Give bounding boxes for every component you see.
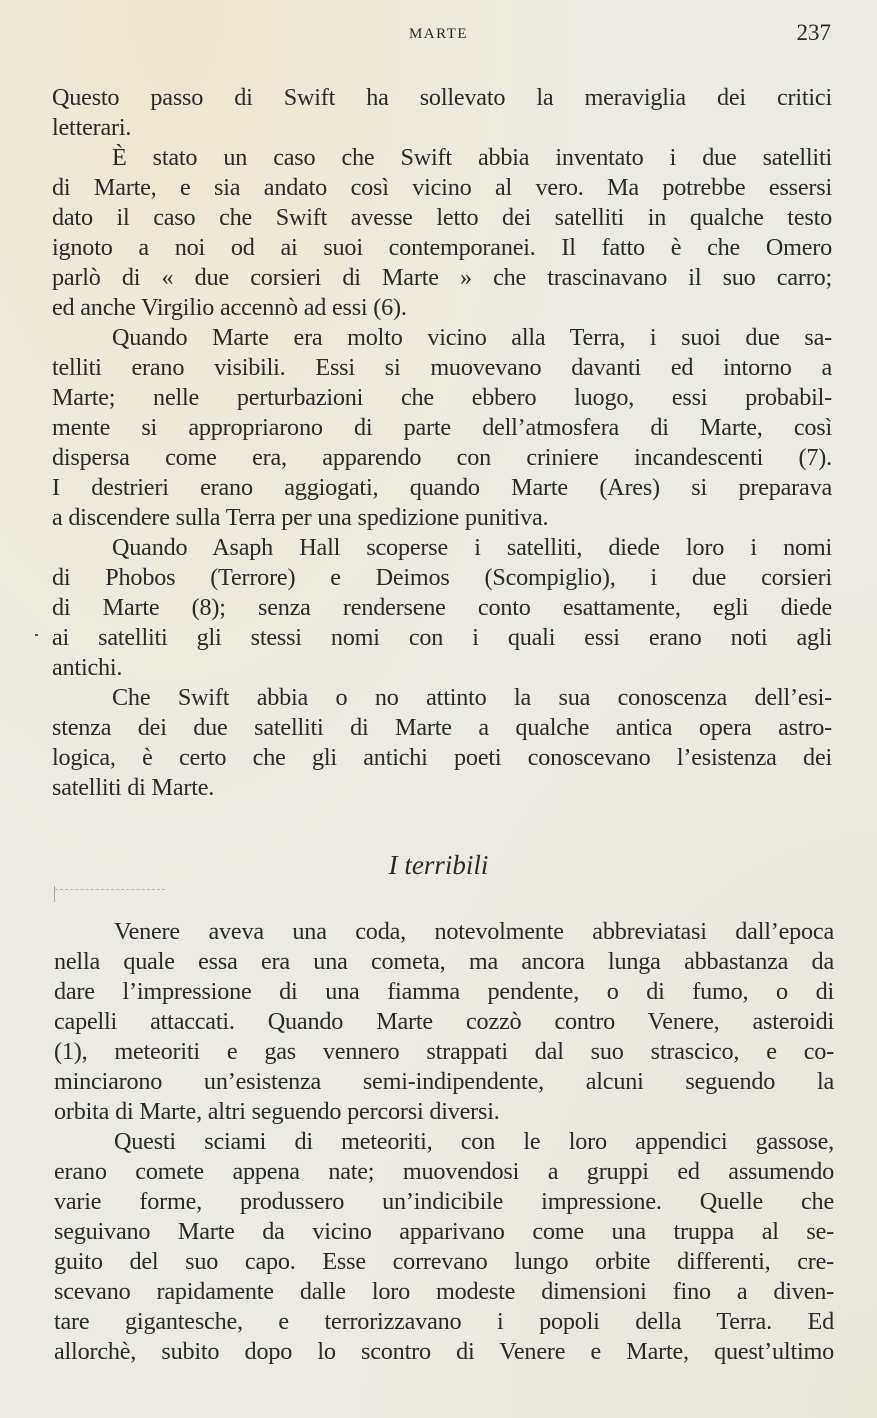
- section-marte-satelliti: [52, 83, 832, 803]
- text-line: dato il caso che Swift avesse letto dei satelliti in qualche testo: [52, 204, 832, 231]
- text-line: erano comete appena nate; muovendosi a gruppi ed assumendo: [54, 1158, 834, 1185]
- text-line: Questo passo di Swift ha sollevato la meraviglia dei critici: [52, 84, 832, 111]
- section-i-terribili: [54, 917, 834, 1367]
- text-line: a discendere sulla Terra per una spedizione punitiva.: [52, 504, 549, 531]
- text-line: ignoto a noi od ai suoi contemporanei. Il fatto è che Omero: [52, 234, 832, 261]
- page-number: 237: [796, 20, 831, 45]
- text-line: È stato un caso che Swift abbia inventato i due satelliti: [112, 144, 832, 171]
- text-line: Marte; nelle perturbazioni che ebbero luogo, essi probabil-: [52, 384, 832, 411]
- print-rule: [55, 889, 165, 890]
- text-line: antichi.: [52, 654, 123, 681]
- text-line: Quando Asaph Hall scoperse i satelliti, diede loro i nomi: [112, 534, 832, 561]
- text-line: Questi sciami di meteoriti, con le loro appendici gassose,: [114, 1128, 834, 1155]
- text-line: (1), meteoriti e gas vennero strappati dal suo strascico, e co-: [54, 1038, 834, 1065]
- text-line: minciarono un’esistenza semi-indipendente, alcuni seguendo la: [54, 1068, 834, 1095]
- text-line: seguivano Marte da vicino apparivano come una truppa al se-: [54, 1218, 834, 1245]
- text-line: tare gigantesche, e terrorizzavano i popoli della Terra. Ed: [54, 1308, 834, 1335]
- text-line: dare l’impressione di una fiamma pendente, o di fumo, o di: [54, 978, 834, 1005]
- text-line: varie forme, produssero un’indicibile impressione. Quelle che: [54, 1188, 834, 1215]
- text-line: stenza dei due satelliti di Marte a qualche antica opera astro-: [52, 714, 832, 741]
- text-line: orbita di Marte, altri seguendo percorsi diversi.: [54, 1098, 500, 1125]
- text-line: ed anche Virgilio accennò ad essi (6).: [52, 294, 407, 321]
- text-line: telliti erano visibili. Essi si muovevano davanti ed intorno a: [52, 354, 832, 381]
- text-line: guito del suo capo. Esse correvano lungo orbite differenti, cre-: [54, 1248, 834, 1275]
- text-line: Che Swift abbia o no attinto la sua conoscenza dell’esi-: [112, 684, 832, 711]
- section-title: I terribili: [388, 850, 489, 880]
- text-line: scevano rapidamente dalle loro modeste dimensioni fino a diven-: [54, 1278, 834, 1305]
- text-line: di Marte (8); senza rendersene conto esattamente, egli diede: [52, 594, 832, 621]
- text-line: di Phobos (Terrore) e Deimos (Scompiglio), i due corsieri: [52, 564, 832, 591]
- text-line: ai satelliti gli stessi nomi con i quali essi erano noti agli: [52, 624, 832, 651]
- margin-speck: [35, 634, 38, 636]
- text-line: nella quale essa era una cometa, ma ancora lunga abbastanza da: [54, 948, 834, 975]
- running-header: [0, 22, 877, 52]
- text-line: satelliti di Marte.: [52, 774, 215, 801]
- text-line: I destrieri erano aggiogati, quando Marte (Ares) si preparava: [52, 474, 832, 501]
- text-line: mente si appropriarono di parte dell’atmosfera di Marte, così: [52, 414, 832, 441]
- running-title: MARTE: [408, 26, 469, 42]
- text-line: letterari.: [52, 114, 132, 141]
- text-line: capelli attaccati. Quando Marte cozzò contro Venere, asteroidi: [54, 1008, 834, 1035]
- text-line: di Marte, e sia andato così vicino al vero. Ma potrebbe essersi: [52, 174, 832, 201]
- text-line: Quando Marte era molto vicino alla Terra, i suoi due sa-: [112, 324, 832, 351]
- text-line: parlò di « due corsieri di Marte » che trascinavano il suo carro;: [52, 264, 832, 291]
- text-line: Venere aveva una coda, notevolmente abbreviatasi dall’epoca: [114, 918, 834, 945]
- text-line: dispersa come era, apparendo con criniere incandescenti (7).: [52, 444, 832, 471]
- text-line: allorchè, subito dopo lo scontro di Venere e Marte, quest’ultimo: [54, 1338, 834, 1365]
- text-line: logica, è certo che gli antichi poeti conoscevano l’esistenza dei: [52, 744, 832, 771]
